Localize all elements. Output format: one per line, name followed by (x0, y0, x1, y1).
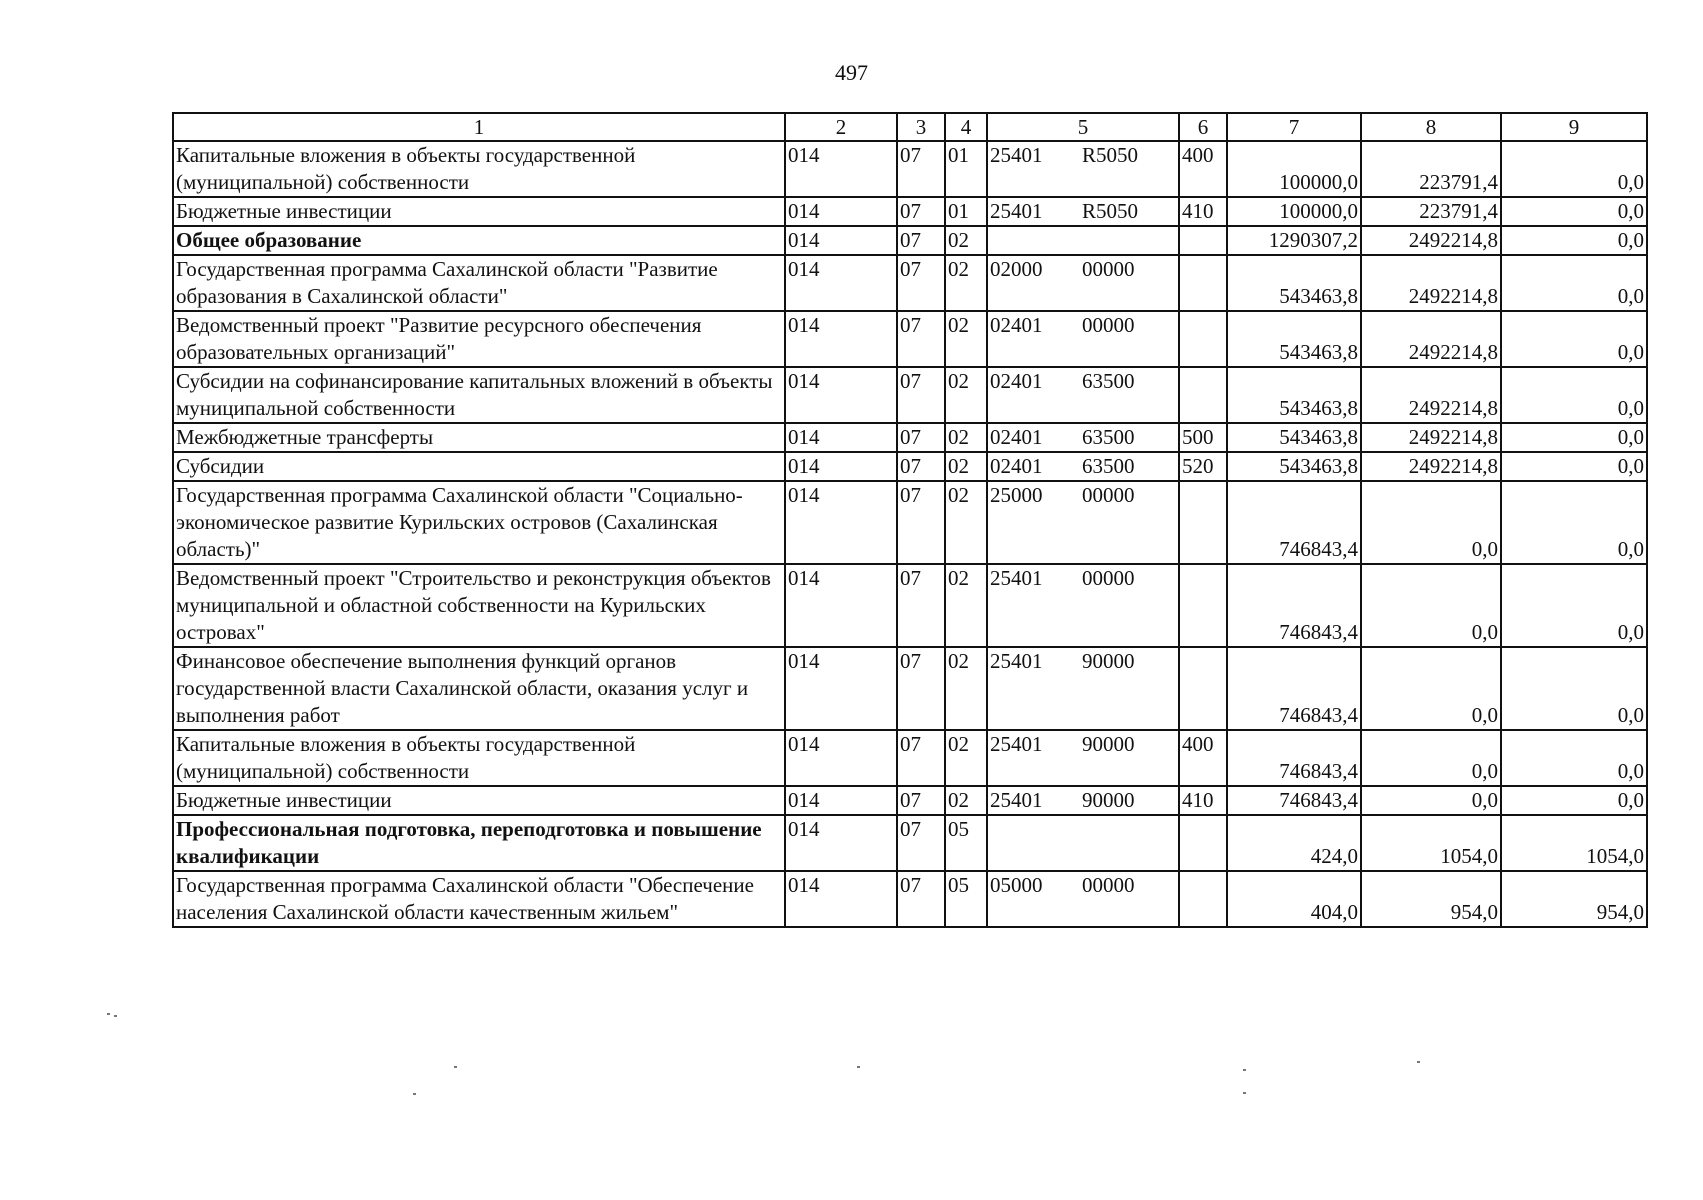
table-row (173, 730, 1647, 786)
scan-speck (413, 1093, 416, 1095)
row-expense-type-cell: 400 (1179, 730, 1227, 786)
row-admin-code-cell: 014 (785, 141, 897, 197)
row-target-article-cell (987, 647, 1179, 730)
row-value-col9-cell: 0,0 (1501, 452, 1647, 481)
row-expense-type-cell (1179, 255, 1227, 311)
row-value-col7-cell: 100000,0 (1227, 141, 1361, 197)
row-target-article-cell (987, 367, 1179, 423)
row-subsection-cell: 05 (945, 815, 987, 871)
row-value-col9-cell: 1054,0 (1501, 815, 1647, 871)
target-article-direction-code: 00000 (1082, 257, 1135, 281)
row-section-cell: 07 (897, 647, 945, 730)
target-article-program-code: 02401 (990, 369, 1043, 393)
row-value-col8-cell: 223791,4 (1361, 197, 1501, 226)
row-section-cell: 07 (897, 786, 945, 815)
row-value-col9-cell: 0,0 (1501, 255, 1647, 311)
row-admin-code-cell: 014 (785, 311, 897, 367)
row-section-cell: 07 (897, 423, 945, 452)
row-name-cell: Бюджетные инвестиции (173, 197, 785, 226)
target-article-program-code: 25401 (990, 732, 1043, 756)
header-cell-9: 9 (1501, 113, 1647, 141)
row-target-article-cell (987, 730, 1179, 786)
row-section-cell: 07 (897, 730, 945, 786)
row-target-article-cell (987, 452, 1179, 481)
row-admin-code-cell: 014 (785, 786, 897, 815)
row-value-col9-cell: 0,0 (1501, 481, 1647, 564)
header-cell-3: 3 (897, 113, 945, 141)
table-row (173, 197, 1647, 226)
row-value-col9-cell: 0,0 (1501, 786, 1647, 815)
row-admin-code-cell: 014 (785, 647, 897, 730)
budget-table (172, 112, 1648, 928)
row-name-cell: Ведомственный проект "Развитие ресурсного обеспечения образовательных организаций" (173, 311, 785, 367)
row-section-cell: 07 (897, 367, 945, 423)
row-value-col8-cell: 0,0 (1361, 647, 1501, 730)
row-name-cell: Профессиональная подготовка, переподготовка и повышение квалификации (173, 815, 785, 871)
row-value-col7-cell: 543463,8 (1227, 367, 1361, 423)
scan-speck (1243, 1092, 1246, 1094)
header-cell-1: 1 (173, 113, 785, 141)
target-article-direction-code: R5050 (1082, 143, 1139, 167)
target-article-direction-code: 00000 (1082, 566, 1135, 590)
row-value-col8-cell: 2492214,8 (1361, 311, 1501, 367)
target-article-program-code: 25401 (990, 199, 1043, 223)
row-target-article-cell (987, 423, 1179, 452)
row-value-col7-cell: 746843,4 (1227, 730, 1361, 786)
row-name-cell: Бюджетные инвестиции (173, 786, 785, 815)
target-article-direction-code: 00000 (1082, 873, 1135, 897)
row-name-cell: Капитальные вложения в объекты государственной (муниципальной) собственности (173, 141, 785, 197)
row-section-cell: 07 (897, 871, 945, 927)
row-value-col9-cell: 0,0 (1501, 730, 1647, 786)
target-article-direction-code: 00000 (1082, 313, 1135, 337)
scan-speck (454, 1066, 457, 1068)
row-subsection-cell: 02 (945, 730, 987, 786)
row-admin-code-cell: 014 (785, 226, 897, 255)
row-value-col7-cell: 404,0 (1227, 871, 1361, 927)
row-section-cell: 07 (897, 311, 945, 367)
row-name-cell: Общее образование (173, 226, 785, 255)
row-subsection-cell: 02 (945, 226, 987, 255)
row-admin-code-cell: 014 (785, 564, 897, 647)
header-cell-2: 2 (785, 113, 897, 141)
row-admin-code-cell: 014 (785, 871, 897, 927)
row-expense-type-cell (1179, 311, 1227, 367)
row-section-cell: 07 (897, 255, 945, 311)
row-value-col9-cell: 0,0 (1501, 226, 1647, 255)
row-value-col8-cell: 0,0 (1361, 786, 1501, 815)
row-name-cell: Государственная программа Сахалинской области "Развитие образования в Сахалинской области" (173, 255, 785, 311)
table-row (173, 141, 1647, 197)
row-value-col7-cell: 1290307,2 (1227, 226, 1361, 255)
row-value-col8-cell: 954,0 (1361, 871, 1501, 927)
table-row (173, 871, 1647, 927)
target-article-direction-code: R5050 (1082, 199, 1139, 223)
page-number: 497 (835, 60, 868, 85)
row-target-article-cell (987, 564, 1179, 647)
row-expense-type-cell: 410 (1179, 197, 1227, 226)
table-body (173, 113, 1647, 927)
row-value-col7-cell: 543463,8 (1227, 255, 1361, 311)
row-name-cell: Субсидии (173, 452, 785, 481)
row-value-col9-cell: 0,0 (1501, 197, 1647, 226)
row-target-article-cell (987, 141, 1179, 197)
target-article-program-code: 02401 (990, 313, 1043, 337)
scan-speck (107, 1013, 110, 1015)
target-article-program-code: 02401 (990, 454, 1043, 478)
table-row (173, 255, 1647, 311)
table-row (173, 815, 1647, 871)
row-subsection-cell: 02 (945, 367, 987, 423)
row-name-cell: Финансовое обеспечение выполнения функций органов государственной власти Сахалинской области, оказания услуг и выполнения работ (173, 647, 785, 730)
row-value-col7-cell: 746843,4 (1227, 786, 1361, 815)
target-article-direction-code: 63500 (1082, 425, 1135, 449)
target-article-direction-code: 90000 (1082, 732, 1135, 756)
row-target-article-cell (987, 815, 1179, 871)
table-row (173, 564, 1647, 647)
row-name-cell: Государственная программа Сахалинской области "Социально-экономическое развитие Курильских островов (Сахалинская область)" (173, 481, 785, 564)
scan-speck (857, 1066, 860, 1068)
row-value-col7-cell: 746843,4 (1227, 481, 1361, 564)
header-cell-6: 6 (1179, 113, 1227, 141)
row-expense-type-cell: 400 (1179, 141, 1227, 197)
row-expense-type-cell (1179, 226, 1227, 255)
row-admin-code-cell: 014 (785, 367, 897, 423)
row-name-cell: Субсидии на софинансирование капитальных вложений в объекты муниципальной собственности (173, 367, 785, 423)
target-article-program-code: 25401 (990, 649, 1043, 673)
row-target-article-cell (987, 255, 1179, 311)
table-row (173, 423, 1647, 452)
row-subsection-cell: 02 (945, 255, 987, 311)
header-cell-7: 7 (1227, 113, 1361, 141)
target-article-program-code: 05000 (990, 873, 1043, 897)
row-target-article-cell (987, 197, 1179, 226)
row-admin-code-cell: 014 (785, 481, 897, 564)
row-value-col8-cell: 2492214,8 (1361, 226, 1501, 255)
row-target-article-cell (987, 786, 1179, 815)
row-expense-type-cell (1179, 871, 1227, 927)
row-section-cell: 07 (897, 815, 945, 871)
row-subsection-cell: 02 (945, 311, 987, 367)
target-article-program-code: 02000 (990, 257, 1043, 281)
row-subsection-cell: 05 (945, 871, 987, 927)
row-value-col7-cell: 746843,4 (1227, 564, 1361, 647)
table-row (173, 786, 1647, 815)
table-row (173, 481, 1647, 564)
row-value-col7-cell: 543463,8 (1227, 423, 1361, 452)
row-target-article-cell (987, 871, 1179, 927)
row-value-col7-cell: 746843,4 (1227, 647, 1361, 730)
row-value-col8-cell: 2492214,8 (1361, 452, 1501, 481)
row-subsection-cell: 01 (945, 197, 987, 226)
row-value-col9-cell: 0,0 (1501, 367, 1647, 423)
scan-speck (114, 1015, 117, 1017)
table-row (173, 367, 1647, 423)
row-value-col9-cell: 0,0 (1501, 423, 1647, 452)
row-name-cell: Государственная программа Сахалинской области "Обеспечение населения Сахалинской области качественным жильем" (173, 871, 785, 927)
row-value-col8-cell: 2492214,8 (1361, 367, 1501, 423)
target-article-direction-code: 90000 (1082, 788, 1135, 812)
row-subsection-cell: 02 (945, 786, 987, 815)
row-admin-code-cell: 014 (785, 423, 897, 452)
row-target-article-cell (987, 226, 1179, 255)
row-expense-type-cell: 500 (1179, 423, 1227, 452)
row-expense-type-cell (1179, 647, 1227, 730)
row-section-cell: 07 (897, 564, 945, 647)
target-article-program-code: 25000 (990, 483, 1043, 507)
row-target-article-cell (987, 311, 1179, 367)
target-article-direction-code: 63500 (1082, 454, 1135, 478)
table-row (173, 311, 1647, 367)
row-value-col8-cell: 2492214,8 (1361, 423, 1501, 452)
row-expense-type-cell (1179, 367, 1227, 423)
scan-speck (1417, 1061, 1420, 1063)
target-article-direction-code: 63500 (1082, 369, 1135, 393)
header-cell-5: 5 (987, 113, 1179, 141)
scan-speck (1243, 1069, 1246, 1071)
row-value-col7-cell: 424,0 (1227, 815, 1361, 871)
row-admin-code-cell: 014 (785, 197, 897, 226)
row-section-cell: 07 (897, 141, 945, 197)
row-target-article-cell (987, 481, 1179, 564)
row-value-col7-cell: 543463,8 (1227, 452, 1361, 481)
row-value-col8-cell: 1054,0 (1361, 815, 1501, 871)
row-value-col9-cell: 0,0 (1501, 141, 1647, 197)
target-article-direction-code: 00000 (1082, 483, 1135, 507)
row-subsection-cell: 01 (945, 141, 987, 197)
row-section-cell: 07 (897, 481, 945, 564)
row-name-cell: Межбюджетные трансферты (173, 423, 785, 452)
table-row (173, 226, 1647, 255)
row-subsection-cell: 02 (945, 564, 987, 647)
row-admin-code-cell: 014 (785, 452, 897, 481)
row-value-col9-cell: 0,0 (1501, 564, 1647, 647)
row-section-cell: 07 (897, 226, 945, 255)
row-admin-code-cell: 014 (785, 730, 897, 786)
row-section-cell: 07 (897, 197, 945, 226)
row-expense-type-cell (1179, 481, 1227, 564)
row-expense-type-cell: 520 (1179, 452, 1227, 481)
row-value-col8-cell: 223791,4 (1361, 141, 1501, 197)
header-cell-4: 4 (945, 113, 987, 141)
row-value-col8-cell: 0,0 (1361, 481, 1501, 564)
row-subsection-cell: 02 (945, 452, 987, 481)
row-name-cell: Капитальные вложения в объекты государственной (муниципальной) собственности (173, 730, 785, 786)
target-article-direction-code: 90000 (1082, 649, 1135, 673)
target-article-program-code: 25401 (990, 566, 1043, 590)
header-row (173, 113, 1647, 141)
row-value-col9-cell: 954,0 (1501, 871, 1647, 927)
target-article-program-code: 02401 (990, 425, 1043, 449)
row-name-cell: Ведомственный проект "Строительство и реконструкция объектов муниципальной и областной собственности на Курильских островах" (173, 564, 785, 647)
row-subsection-cell: 02 (945, 481, 987, 564)
row-subsection-cell: 02 (945, 423, 987, 452)
table-row (173, 452, 1647, 481)
target-article-program-code: 25401 (990, 788, 1043, 812)
row-value-col8-cell: 0,0 (1361, 730, 1501, 786)
row-value-col9-cell: 0,0 (1501, 311, 1647, 367)
row-admin-code-cell: 014 (785, 255, 897, 311)
row-value-col9-cell: 0,0 (1501, 647, 1647, 730)
row-value-col7-cell: 100000,0 (1227, 197, 1361, 226)
row-section-cell: 07 (897, 452, 945, 481)
target-article-program-code: 25401 (990, 143, 1043, 167)
row-value-col8-cell: 2492214,8 (1361, 255, 1501, 311)
row-value-col7-cell: 543463,8 (1227, 311, 1361, 367)
row-subsection-cell: 02 (945, 647, 987, 730)
row-expense-type-cell (1179, 815, 1227, 871)
row-admin-code-cell: 014 (785, 815, 897, 871)
row-value-col8-cell: 0,0 (1361, 564, 1501, 647)
table-row (173, 647, 1647, 730)
header-cell-8: 8 (1361, 113, 1501, 141)
row-expense-type-cell (1179, 564, 1227, 647)
row-expense-type-cell: 410 (1179, 786, 1227, 815)
